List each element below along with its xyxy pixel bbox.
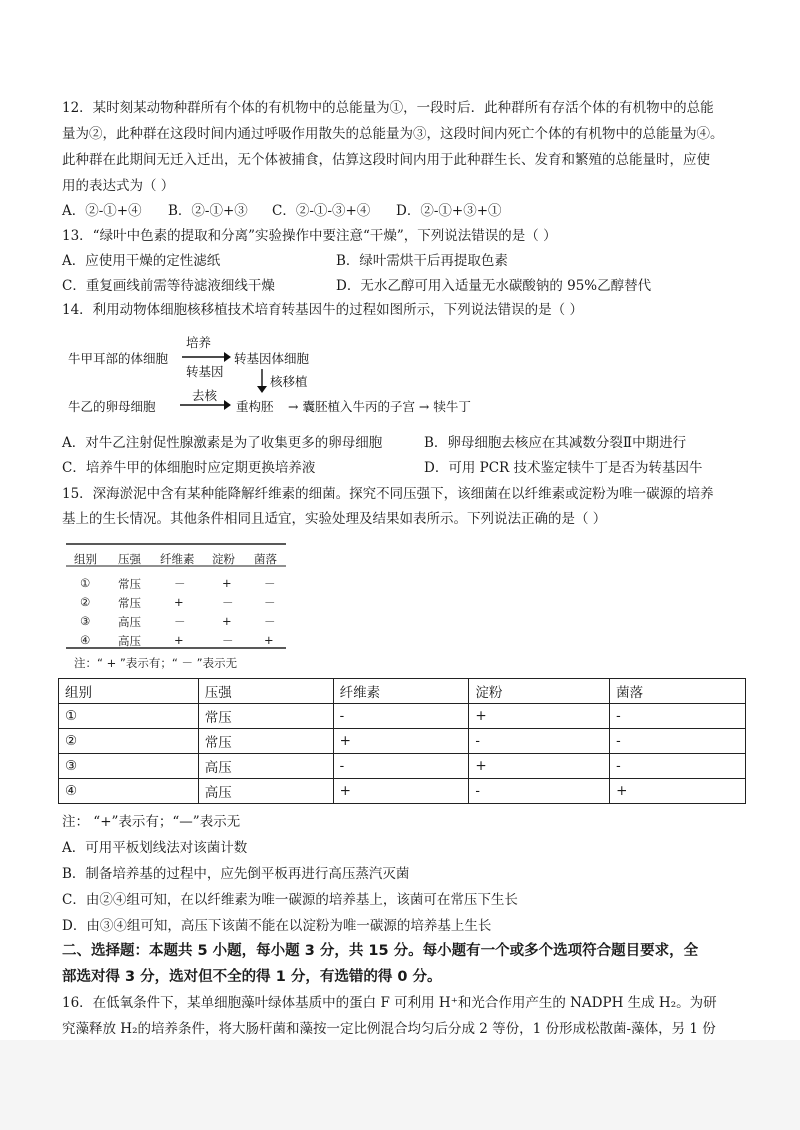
scan-header-starch: 淀粉 bbox=[212, 552, 235, 566]
scan-cell: － bbox=[222, 634, 234, 648]
table-cell: ③ bbox=[59, 754, 199, 779]
q14-option-d: D．可用 PCR 技术鉴定犊牛丁是否为转基因牛 bbox=[424, 460, 703, 476]
scan-cell: ② bbox=[80, 595, 91, 609]
table-cell: - bbox=[333, 754, 469, 779]
scan-cell: 常压 bbox=[118, 577, 141, 591]
table-row bbox=[59, 704, 746, 729]
q13-option-a: A．应使用干燥的定性滤纸 bbox=[62, 253, 221, 269]
table-row bbox=[59, 754, 746, 779]
q12-option-d: D．②-①+③+① bbox=[396, 203, 502, 219]
table-cell: ① bbox=[59, 704, 199, 729]
scan-cell: + bbox=[174, 633, 184, 647]
diagram-arrow-2 bbox=[178, 398, 232, 412]
q16-line2: 究藻释放 H₂的培养条件，将大肠杆菌和藻按一定比例混合均匀后分成 2 等份，1 份形成松散菌-藻体，另 1 份 bbox=[62, 1021, 716, 1037]
scan-cell: 常压 bbox=[118, 596, 141, 610]
q16-line1: 16．在低氧条件下，某单细胞藻叶绿体基质中的蛋白 F 可利用 H⁺和光合作用产生的 NADPH 生成 H₂。为研 bbox=[62, 995, 717, 1011]
table-cell: + bbox=[333, 779, 469, 804]
diagram-enucleate-label: 去核 bbox=[192, 388, 218, 403]
table-cell: - bbox=[469, 779, 610, 804]
scan-cell: － bbox=[174, 577, 186, 591]
table-header-cell: 组别 bbox=[59, 679, 199, 704]
diagram-reconstructed-embryo: 重构胚 bbox=[236, 399, 274, 414]
table-cell: - bbox=[610, 704, 746, 729]
q15-line2: 基上的生长情况。其他条件相同且适宜，实验处理及结果如表所示。下列说法正确的是（ ） bbox=[62, 511, 607, 527]
scan-cell: + bbox=[222, 576, 232, 590]
table-header-row bbox=[59, 679, 746, 704]
scan-header-pressure: 压强 bbox=[118, 552, 141, 566]
q15-option-a: A．可用平板划线法对该菌计数 bbox=[62, 840, 248, 856]
scan-header-group: 组别 bbox=[74, 552, 97, 566]
q13-option-b: B．绿叶需烘干后再提取色素 bbox=[336, 253, 508, 269]
q12-line3: 此种群在此期间无迁入迁出，无个体被捕食，估算这段时间内用于此种群生长、发育和繁殖的总能量时，应使 bbox=[62, 152, 710, 168]
scan-table-note: 注：“ + ”表示有；“ － ”表示无 bbox=[74, 656, 238, 670]
table-cell: + bbox=[610, 779, 746, 804]
scan-cell: 高压 bbox=[118, 634, 141, 648]
scan-cell: ① bbox=[80, 576, 91, 590]
q12-line1: 12．某时刻某动物种群所有个体的有机物中的总能量为①，一段时后．此种群所有存活个体的有机物中的总能 bbox=[62, 100, 714, 116]
diagram-oocyte: 牛乙的卵母细胞 bbox=[68, 399, 156, 414]
q14-option-b: B．卵母细胞去核应在其减数分裂Ⅱ中期进行 bbox=[424, 435, 687, 451]
diagram-transgenic-cell: 转基因体细胞 bbox=[234, 351, 310, 366]
section2-heading-line2: 部选对得 3 分，选对但不全的得 1 分，有选错的得 0 分。 bbox=[62, 969, 442, 985]
table-header-cell: 淀粉 bbox=[469, 679, 610, 704]
table-row bbox=[59, 779, 746, 804]
table-cell: - bbox=[333, 704, 469, 729]
q15-option-b: B．制备培养基的过程中，应先倒平板再进行高压蒸汽灭菌 bbox=[62, 866, 410, 882]
table-cell: + bbox=[469, 704, 610, 729]
scan-cell: － bbox=[222, 596, 234, 610]
scan-cell: + bbox=[174, 595, 184, 609]
q12-option-a: A．②-①+④ bbox=[62, 203, 142, 219]
q12-line2: 量为②，此种群在这段时间内通过呼吸作用散失的总能量为③，这段时间内死亡个体的有机物中的总能量为④。 bbox=[62, 126, 724, 142]
diagram-implant-step: → 囊胚植入牛丙的子宫 → 犊牛丁 bbox=[288, 399, 471, 414]
scan-cell: + bbox=[222, 614, 232, 628]
diagram-source-cell: 牛甲耳部的体细胞 bbox=[68, 351, 169, 366]
table-cell: 常压 bbox=[198, 704, 333, 729]
scan-cell: 高压 bbox=[118, 615, 141, 629]
q12-line4: 用的表达式为（ ） bbox=[62, 178, 175, 194]
table-cell: 高压 bbox=[198, 754, 333, 779]
scan-cell: + bbox=[264, 633, 274, 647]
diagram-nuclear-transfer-label: 核移植 bbox=[270, 374, 308, 389]
scan-cell: ③ bbox=[80, 614, 91, 628]
scan-cell: － bbox=[264, 615, 276, 629]
scan-cell: － bbox=[174, 615, 186, 629]
table-cell: - bbox=[610, 729, 746, 754]
q12-option-b: B．②-①+③ bbox=[168, 203, 248, 219]
scan-cell: － bbox=[264, 577, 276, 591]
diagram-arrow-top-label: 培养 bbox=[186, 335, 212, 350]
table-cell: ② bbox=[59, 729, 199, 754]
page-bottom-shade bbox=[0, 1040, 800, 1130]
table-header-cell: 纤维素 bbox=[333, 679, 469, 704]
diagram-arrow-bottom-label: 转基因 bbox=[186, 364, 224, 379]
scan-cell: ④ bbox=[80, 633, 91, 647]
diagram-arrow-1 bbox=[180, 350, 232, 364]
scan-header-colony: 菌落 bbox=[254, 552, 277, 566]
q14-stem: 14．利用动物体细胞核移植技术培育转基因牛的过程如图所示，下列说法错误的是（ ） bbox=[62, 302, 583, 318]
diagram-arrow-down bbox=[255, 368, 269, 394]
table-cell: - bbox=[610, 754, 746, 779]
q15-option-d: D．由③④组可知，高压下该菌不能在以淀粉为唯一碳源的培养基上生长 bbox=[62, 918, 492, 934]
scan-cell: － bbox=[264, 596, 276, 610]
q14-option-a: A．对牛乙注射促性腺激素是为了收集更多的卵母细胞 bbox=[62, 435, 383, 451]
table-cell: - bbox=[469, 729, 610, 754]
section2-heading-line1: 二、选择题：本题共 5 小题，每小题 3 分，共 15 分。每小题有一个或多个选项符合题目要求，全 bbox=[62, 943, 699, 959]
q13-option-d: D．无水乙醇可用入适量无水碳酸钠的 95%乙醇替代 bbox=[336, 278, 652, 294]
q14-option-c: C．培养牛甲的体细胞时应定期更换培养液 bbox=[62, 460, 316, 476]
q15-line1: 15．深海淤泥中含有某种能降解纤维素的细菌。探究不同压强下，该细菌在以纤维素或淀粉为唯一碳源的培养 bbox=[62, 486, 714, 502]
table-header-cell: 菌落 bbox=[610, 679, 746, 704]
q15-table-note: 注： “+”表示有；“—”表示无 bbox=[62, 814, 241, 830]
q13-stem: 13．“绿叶中色素的提取和分离”实验操作中要注意“干燥”，下列说法错误的是（ ） bbox=[62, 228, 557, 244]
table-cell: + bbox=[469, 754, 610, 779]
q15-option-c: C．由②④组可知，在以纤维素为唯一碳源的培养基上，该菌可在常压下生长 bbox=[62, 892, 518, 908]
results-table bbox=[58, 678, 746, 804]
table-cell: + bbox=[333, 729, 469, 754]
table-cell: 高压 bbox=[198, 779, 333, 804]
table-cell: 常压 bbox=[198, 729, 333, 754]
q13-option-c: C．重复画线前需等待滤液细线干燥 bbox=[62, 278, 275, 294]
scan-header-cellulose: 纤维素 bbox=[160, 552, 195, 566]
table-cell: ④ bbox=[59, 779, 199, 804]
q12-option-c: C．②-①-③+④ bbox=[272, 203, 371, 219]
table-header-cell: 压强 bbox=[198, 679, 333, 704]
table-row bbox=[59, 729, 746, 754]
